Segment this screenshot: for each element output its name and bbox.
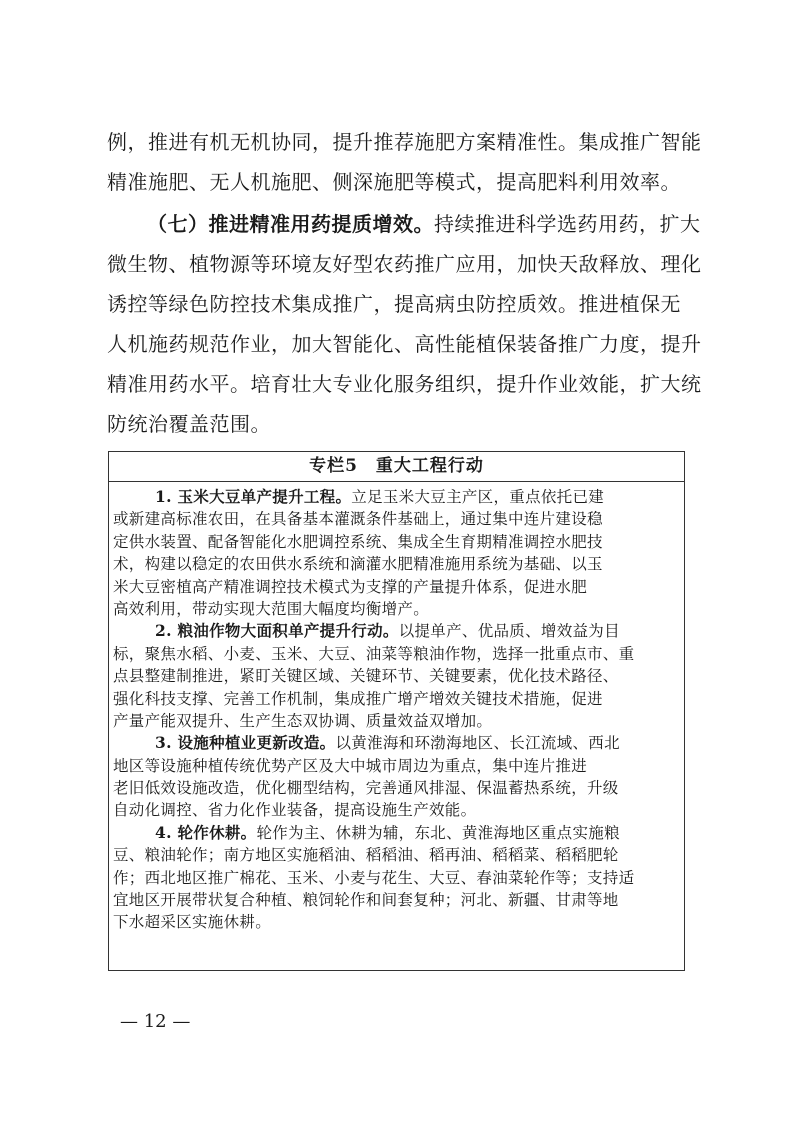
text-line: 精准施肥、无人机施肥、侧深施肥等模式，提高肥料利用效率。 — [107, 170, 681, 194]
text-line: 点县整建制推进，紧盯关键区域、关键环节、关键要素，优化技术路径、 — [113, 667, 619, 686]
item-first-line — [113, 486, 679, 508]
text-line: 人机施药规范作业，加大智能化、高性能植保装备推广力度，提升 — [107, 332, 702, 356]
text-line: 豆、粮油轮作；南方地区实施稻油、稻稻油、稻再油、稻稻菜、稻稻肥轮 — [113, 846, 619, 865]
text-line: 术，构建以稳定的农田供水系统和滴灌水肥精准施用系统为基础、以玉 — [113, 555, 603, 574]
text-line: 作；西北地区推广棉花、玉米、小麦与花生、大豆、春油菜轮作等；支持适 — [113, 868, 635, 887]
item-heading: 3. 设施种植业更新改造。 — [155, 733, 336, 753]
column-box-title: 专栏5 重大工程行动 — [109, 452, 684, 482]
text-run: 以黄淮海和环渤海地区、长江流域、西北 — [335, 734, 620, 753]
text-line: 地区等设施种植传统优势产区及大中城市周边为重点，集中连片推进 — [113, 756, 588, 775]
column-box — [108, 451, 685, 971]
text-line: 产量产能双提升、生产生态双协调、质量效益双增加。 — [113, 711, 493, 730]
text-line: 米大豆密植高产精准调控技术模式为支撑的产量提升体系，促进水肥 — [113, 577, 588, 596]
text-line: 老旧低效设施改造，优化棚型结构，完善通风排湿、保温蓄热系统，升级 — [113, 779, 619, 798]
text-line: 标，聚焦水稻、小麦、玉米、大豆、油菜等粮油作物，选择一批重点市、重 — [113, 644, 635, 663]
text-line: 或新建高标准农田，在具备基本灌溉条件基础上，通过集中连片建设稳 — [113, 510, 603, 529]
item-heading: 2. 粮油作物大面积单产提升行动。 — [155, 621, 399, 641]
text-line: 自动化调控、省力化作业装备，提高设施生产效能。 — [113, 801, 477, 820]
text-line: 微生物、植物源等环境友好型农药推广应用，加快天敌释放、理化 — [107, 252, 702, 276]
text-line: 高效利用，带动实现大范围大幅度均衡增产。 — [113, 599, 430, 618]
item-first-line — [113, 620, 679, 642]
text-line: 诱控等绿色防控技术集成推广，提高病虫防控质效。推进植保无 — [107, 292, 681, 316]
text-line: 定供水装置、配备智能化水肥调控系统、集成全生育期精准调控水肥技 — [113, 532, 603, 551]
section-heading: （七）推进精准用药提质增效。 — [147, 212, 434, 236]
item-first-line — [113, 732, 679, 754]
text-line: 下水超采区实施休耕。 — [113, 913, 272, 932]
text-run: 轮作为主、休耕为辅，东北、黄淮海地区重点实施粮 — [256, 823, 620, 842]
page-number: — 12 — — [120, 1011, 191, 1032]
text-line: 防统治覆盖范围。 — [107, 412, 271, 436]
paragraph-continuation — [107, 122, 702, 202]
section-first-line — [107, 204, 701, 244]
text-line: 精准用药水平。培育壮大专业化服务组织，提升作业效能，扩大统 — [107, 372, 702, 396]
text-line: 例，推进有机无机协同，提升推荐施肥方案精准性。集成推广智能 — [107, 130, 702, 154]
section-7 — [107, 204, 702, 444]
text-line: 宜地区开展带状复合种植、粮饲轮作和间套复种；河北、新疆、甘肃等地 — [113, 891, 619, 910]
text-run: 持续推进科学选药用药，扩大 — [434, 212, 701, 236]
item-heading: 1. 玉米大豆单产提升工程。 — [155, 487, 352, 506]
column-box-content — [109, 482, 684, 934]
text-line: 强化科技支撑、完善工作机制，集成推广增产增效关键技术措施，促进 — [113, 689, 603, 708]
item-first-line — [113, 822, 679, 844]
text-run: 立足玉米大豆主产区，重点依托已建 — [351, 488, 605, 506]
item-heading: 4. 轮作休耕。 — [155, 822, 257, 842]
text-run: 以提单产、优品质、增效益为目 — [398, 622, 620, 641]
